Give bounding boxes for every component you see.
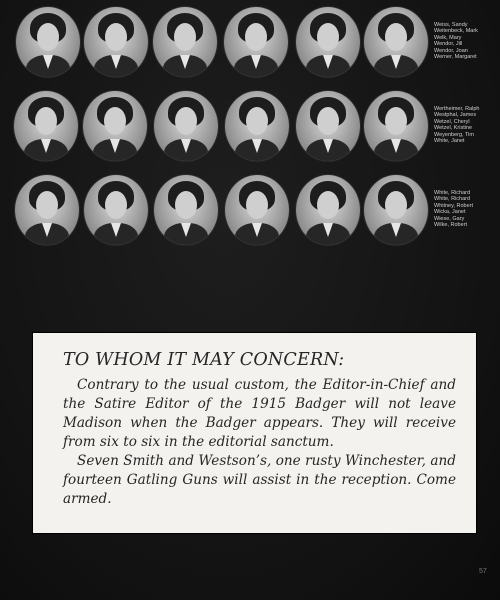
student-name: Whitney, Robert: [434, 202, 474, 209]
portrait-photo: [225, 175, 289, 245]
portrait-photo: [15, 175, 79, 245]
portrait-photo: [14, 91, 78, 161]
name-list-row-1: [434, 22, 500, 60]
student-name: Wetzel, Kristine: [434, 125, 473, 132]
portrait-photo: [83, 91, 147, 161]
name-list-row-2: [434, 106, 500, 144]
portrait-photo: [84, 175, 148, 245]
student-name: Wendor, Jill: [434, 41, 463, 48]
portrait-photo: [153, 7, 217, 77]
student-name: Weitenbeck, Mark: [434, 28, 478, 35]
notice-paragraph: Seven Smith and Westson’s, one rusty Winchester, and fourteen Gatling Guns will assist in the reception. Come armed.: [63, 453, 456, 507]
student-name: White, Janet: [434, 137, 465, 144]
student-name: White, Richard: [434, 196, 471, 203]
student-name: Wilke, Robert: [434, 221, 468, 228]
student-name: Wetzel, Cheryl: [434, 118, 470, 125]
student-name: Wertheimer, Ralph: [434, 106, 480, 112]
portrait-photo: [154, 91, 218, 161]
notice-box: [33, 333, 476, 533]
student-name: Weyenberg, Tim: [434, 131, 474, 138]
student-name: Werner, Margaret: [434, 53, 477, 60]
notice-heading: TO WHOM IT MAY CONCERN:: [63, 350, 345, 370]
name-list-row-3: [434, 190, 500, 228]
student-name: Westphal, James: [434, 112, 477, 119]
student-name: Weiss, Sandy: [434, 22, 468, 28]
student-name: White, Richard: [434, 190, 471, 196]
portrait-photo: [296, 175, 360, 245]
portrait-photo: [84, 7, 148, 77]
notice-text-block: [63, 349, 456, 509]
portrait-photo: [364, 7, 428, 77]
notice-paragraph: Contrary to the usual custom, the Editor-in-Chief and the Satire Editor of the 1915 Badger will not leave Madison when the Badger appears. They will receive from six to six in the editorial sanctum.: [63, 377, 456, 450]
portrait-photo: [296, 91, 360, 161]
student-name: Wendor, Joan: [434, 47, 468, 54]
portrait-photo: [364, 175, 428, 245]
student-name: Wicka, Janet: [434, 209, 466, 216]
portrait-photo: [296, 7, 360, 77]
portrait-photo: [154, 175, 218, 245]
student-name: Wiese, Gary: [434, 215, 465, 222]
portrait-photo: [224, 7, 288, 77]
portrait-photo: [364, 91, 428, 161]
portrait-photo: [16, 7, 80, 77]
student-name: Welk, Mary: [434, 34, 462, 41]
page-number: 57: [479, 568, 487, 575]
portrait-photo: [225, 91, 289, 161]
